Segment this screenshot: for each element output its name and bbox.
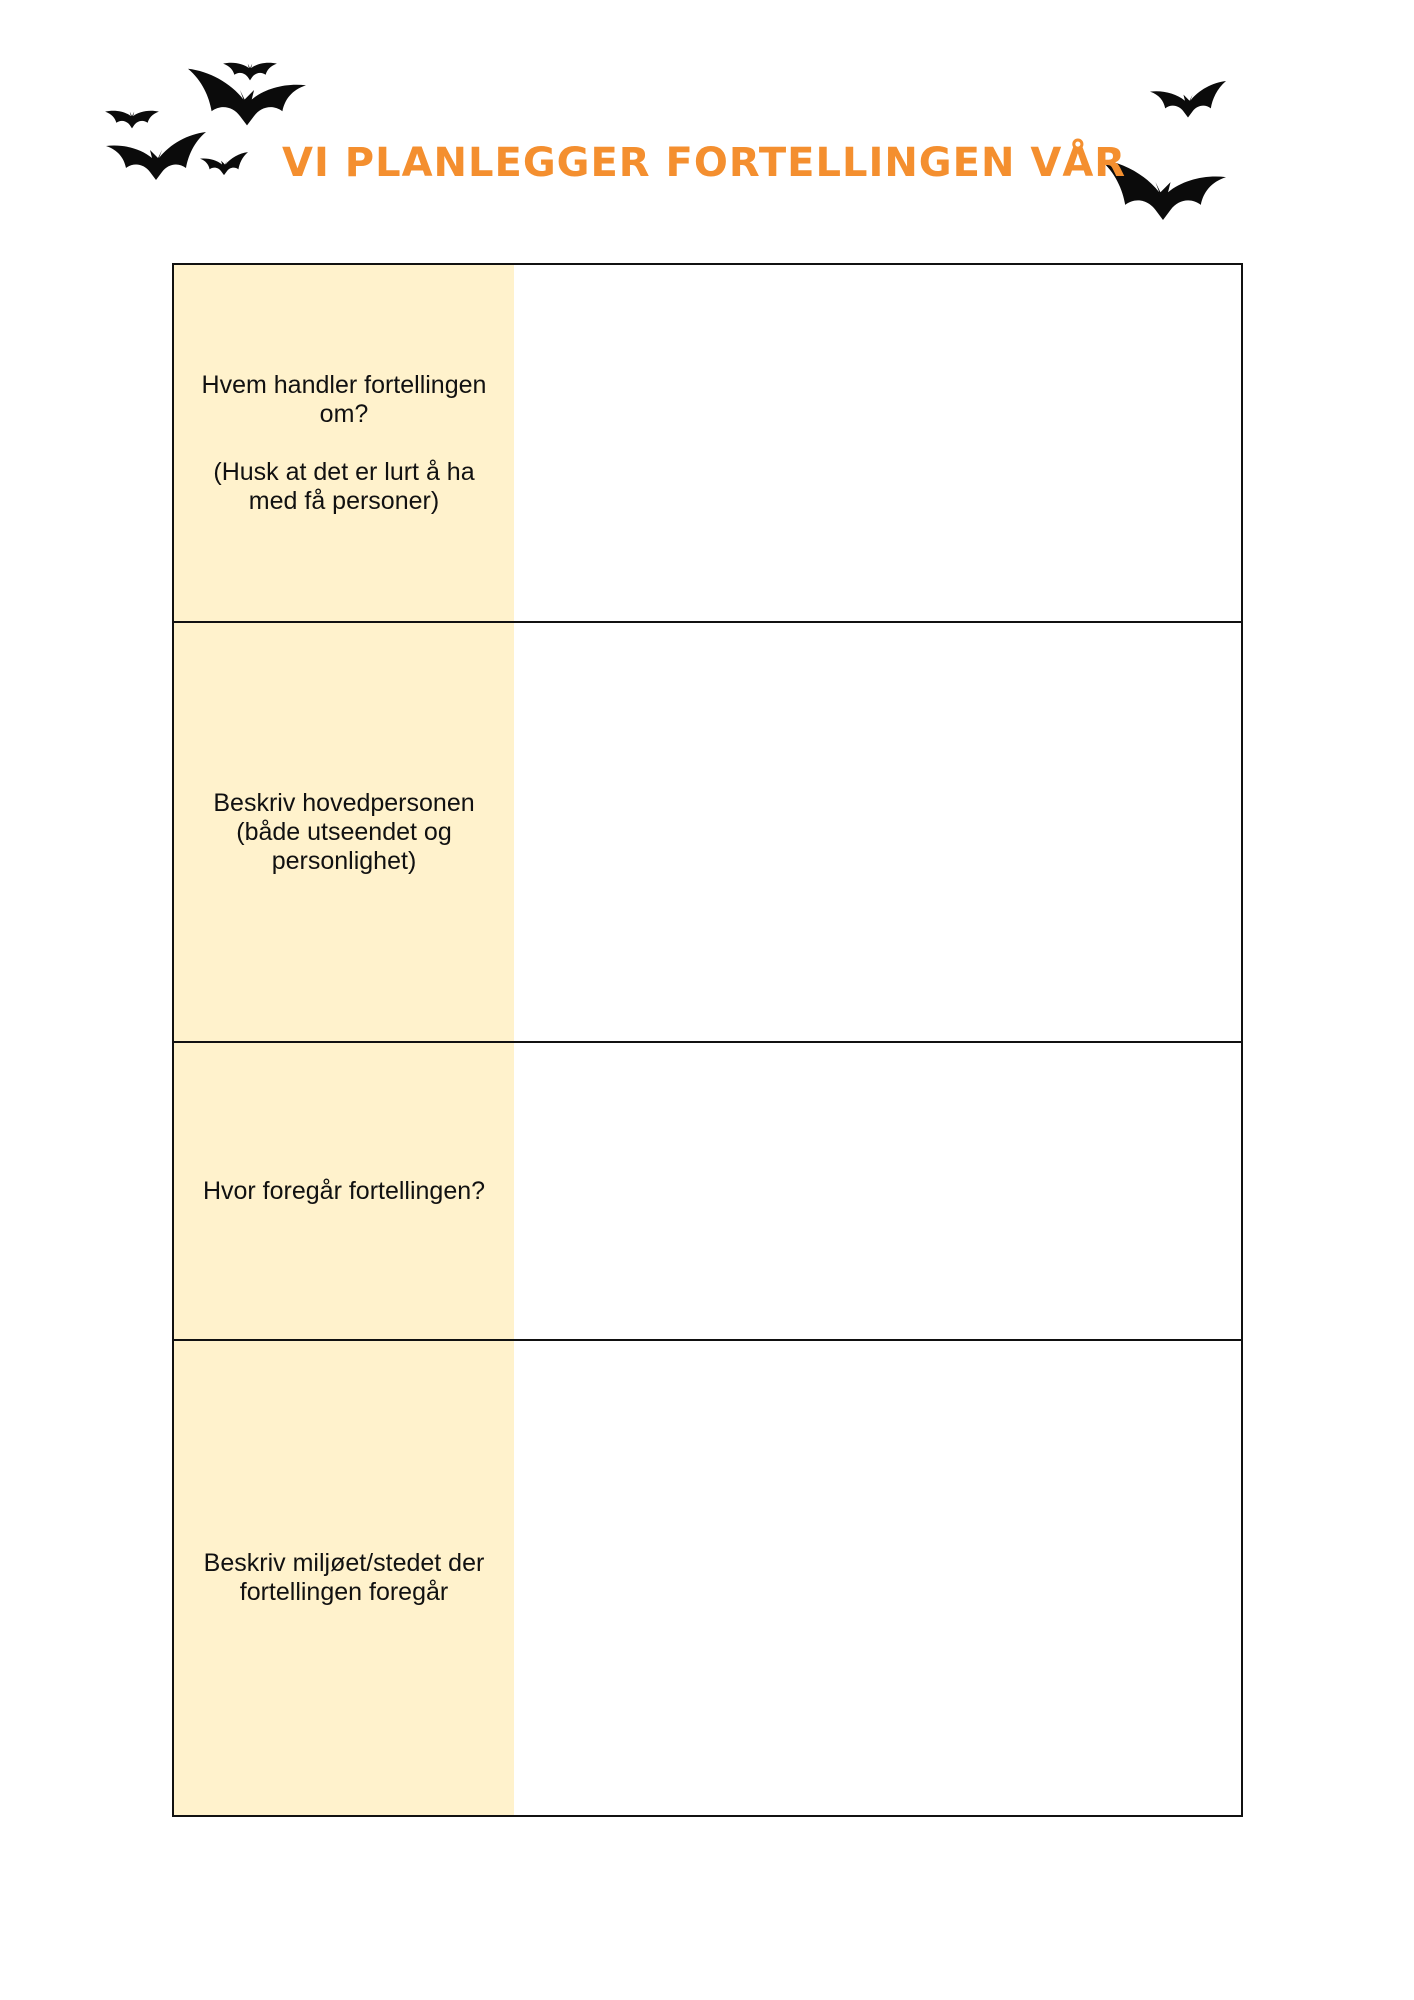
question-cell — [174, 623, 514, 1041]
page-title: VI PLANLEGGER FORTELLINGEN VÅR — [282, 140, 1127, 186]
answer-field[interactable] — [514, 1341, 1241, 1815]
answer-field[interactable] — [514, 623, 1241, 1041]
table-row — [174, 623, 1241, 1043]
question-cell — [174, 1043, 514, 1339]
bat-icon — [200, 150, 248, 182]
table-row — [174, 265, 1241, 623]
question-cell — [174, 1341, 514, 1815]
question-label: Beskriv miljøet/stedet der fortellingen foregår — [203, 1549, 485, 1606]
answer-field[interactable] — [514, 1043, 1241, 1339]
question-cell — [174, 265, 514, 621]
table-row — [174, 1341, 1241, 1815]
question-label: Hvor foregår fortellingen? — [202, 1176, 486, 1205]
planning-table — [172, 263, 1243, 1817]
answer-field[interactable] — [514, 265, 1241, 621]
question-label: Beskriv hovedpersonen (både utseendet og personlighet) — [213, 788, 475, 875]
bat-icon — [106, 128, 206, 194]
table-row — [174, 1043, 1241, 1341]
question-label: Hvem handler fortellingen om? (Husk at det er lurt å ha med få personer) — [201, 370, 487, 515]
bat-icon — [1150, 72, 1226, 134]
bat-icon — [222, 58, 278, 86]
